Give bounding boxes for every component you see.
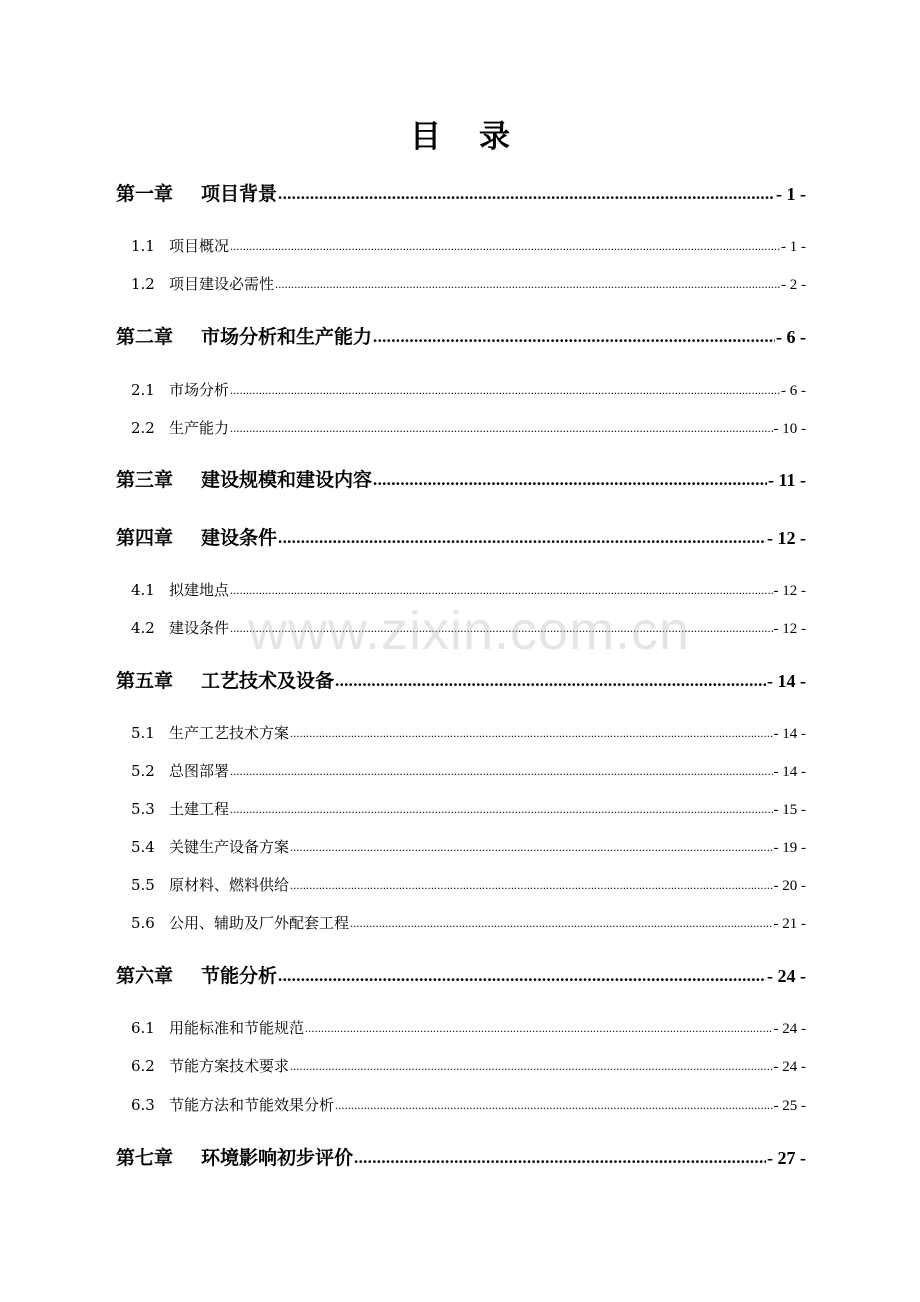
toc-section-number: 5.6 xyxy=(131,914,155,932)
toc-chapter-3[interactable] xyxy=(116,465,806,495)
toc-section-number: 2.2 xyxy=(131,419,155,437)
toc-dot-leader xyxy=(354,1143,766,1173)
toc-section-2-1[interactable] xyxy=(131,378,806,403)
toc-chapter-7[interactable] xyxy=(116,1143,806,1173)
toc-page-number: - 12 - xyxy=(773,621,806,637)
toc-chapter-number: 第一章 xyxy=(116,183,174,205)
toc-chapter-4[interactable] xyxy=(116,523,806,553)
toc-section-title: 生产工艺技术方案 xyxy=(169,724,290,742)
toc-section-number: 5.1 xyxy=(131,724,155,742)
toc-chapter-title: 节能分析 xyxy=(201,965,278,987)
toc-dot-leader xyxy=(230,759,772,783)
toc-section-1-2[interactable] xyxy=(131,272,806,297)
toc-section-title: 拟建地点 xyxy=(169,581,230,599)
toc-dot-leader xyxy=(290,1054,772,1078)
toc-section-number: 6.1 xyxy=(131,1019,155,1037)
toc-section-6-3[interactable] xyxy=(131,1093,806,1118)
toc-page-number: - 10 - xyxy=(773,421,806,437)
toc-dot-leader xyxy=(305,1016,772,1040)
toc-page-number: - 14 - xyxy=(773,726,806,742)
toc-page-number: - 21 - xyxy=(773,916,806,932)
toc-page-number: - 27 - xyxy=(767,1148,806,1168)
toc-chapter-5[interactable] xyxy=(116,666,806,696)
toc-dot-leader xyxy=(278,961,766,991)
toc-section-5-5[interactable] xyxy=(131,873,806,898)
toc-section-number: 5.2 xyxy=(131,762,155,780)
toc-dot-leader xyxy=(373,465,767,495)
toc-section-title: 用能标准和节能规范 xyxy=(169,1019,305,1037)
toc-page-number: - 11 - xyxy=(768,470,806,490)
toc-section-title: 项目概况 xyxy=(169,237,230,255)
toc-page-number: - 19 - xyxy=(773,840,806,856)
toc-chapter-number: 第三章 xyxy=(116,469,174,491)
toc-section-number: 2.1 xyxy=(131,381,155,399)
toc-page-number: - 1 - xyxy=(776,184,806,204)
toc-section-title: 项目建设必需性 xyxy=(169,275,275,293)
toc-dot-leader xyxy=(335,666,766,696)
toc-section-title: 原材料、燃料供给 xyxy=(169,876,290,894)
toc-section-5-2[interactable] xyxy=(131,759,806,784)
toc-section-4-1[interactable] xyxy=(131,578,806,603)
toc-page-number: - 24 - xyxy=(773,1021,806,1037)
toc-section-number: 6.2 xyxy=(131,1057,155,1075)
toc-page-number: - 12 - xyxy=(773,583,806,599)
toc-section-number: 1.1 xyxy=(131,237,155,255)
toc-dot-leader xyxy=(230,416,772,440)
toc-section-5-4[interactable] xyxy=(131,835,806,860)
toc-chapter-6[interactable] xyxy=(116,961,806,991)
toc-dot-leader xyxy=(230,378,780,402)
page-title: 目录 xyxy=(410,119,548,155)
toc-chapter-title: 工艺技术及设备 xyxy=(201,670,335,692)
toc-section-title: 公用、辅助及厂外配套工程 xyxy=(169,914,350,932)
toc-section-number: 4.2 xyxy=(131,619,155,637)
toc-section-title: 市场分析 xyxy=(169,381,230,399)
toc-dot-leader xyxy=(290,721,772,745)
toc-section-title: 生产能力 xyxy=(169,419,230,437)
toc-section-title: 关键生产设备方案 xyxy=(169,838,290,856)
toc-dot-leader xyxy=(230,578,772,602)
toc-dot-leader xyxy=(278,179,775,209)
toc-section-number: 4.1 xyxy=(131,581,155,599)
toc-chapter-number: 第四章 xyxy=(116,527,174,549)
toc-page-number: - 24 - xyxy=(773,1059,806,1075)
toc-section-title: 节能方法和节能效果分析 xyxy=(169,1096,335,1114)
toc-dot-leader xyxy=(335,1093,772,1117)
toc-page-number: - 25 - xyxy=(773,1098,806,1114)
toc-section-2-2[interactable] xyxy=(131,416,806,441)
toc-dot-leader xyxy=(290,873,772,897)
toc-section-5-3[interactable] xyxy=(131,797,806,822)
toc-chapter-title: 项目背景 xyxy=(201,183,278,205)
toc-chapter-title: 建设条件 xyxy=(201,527,278,549)
toc-dot-leader xyxy=(230,616,772,640)
toc-page-number: - 12 - xyxy=(767,528,806,548)
watermark: www.zixin.com.cn xyxy=(248,601,691,661)
toc-section-number: 5.5 xyxy=(131,876,155,894)
toc-dot-leader xyxy=(230,797,772,821)
toc-section-title: 土建工程 xyxy=(169,800,230,818)
toc-chapter-title: 建设规模和建设内容 xyxy=(201,469,373,491)
toc-section-number: 5.4 xyxy=(131,838,155,856)
toc-chapter-number: 第二章 xyxy=(116,326,174,348)
toc-page-number: - 2 - xyxy=(781,277,806,293)
toc-section-number: 6.3 xyxy=(131,1096,155,1114)
toc-section-1-1[interactable] xyxy=(131,234,806,259)
toc-section-6-1[interactable] xyxy=(131,1016,806,1041)
toc-section-number: 1.2 xyxy=(131,275,155,293)
toc-section-title: 总图部署 xyxy=(169,762,230,780)
toc-dot-leader xyxy=(275,272,780,296)
toc-page-number: - 14 - xyxy=(767,671,806,691)
toc-chapter-number: 第五章 xyxy=(116,670,174,692)
toc-section-title: 建设条件 xyxy=(169,619,230,637)
toc-chapter-number: 第六章 xyxy=(116,965,174,987)
toc-section-6-2[interactable] xyxy=(131,1054,806,1079)
toc-section-5-1[interactable] xyxy=(131,721,806,746)
toc-chapter-2[interactable] xyxy=(116,322,806,352)
toc-section-title: 节能方案技术要求 xyxy=(169,1057,290,1075)
toc-dot-leader xyxy=(350,911,772,935)
toc-page-number: - 20 - xyxy=(773,878,806,894)
toc-chapter-title: 市场分析和生产能力 xyxy=(201,326,373,348)
toc-page-number: - 24 - xyxy=(767,966,806,986)
toc-chapter-title: 环境影响初步评价 xyxy=(201,1147,354,1169)
toc-page-number: - 14 - xyxy=(773,764,806,780)
toc-dot-leader xyxy=(290,835,772,859)
toc-page-number: - 1 - xyxy=(781,239,806,255)
toc-section-number: 5.3 xyxy=(131,800,155,818)
toc-page-number: - 6 - xyxy=(781,383,806,399)
toc-chapter-number: 第七章 xyxy=(116,1147,174,1169)
toc-page-number: - 6 - xyxy=(776,327,806,347)
toc-section-5-6[interactable] xyxy=(131,911,806,936)
toc-dot-leader xyxy=(278,523,766,553)
toc-section-4-2[interactable] xyxy=(131,616,806,641)
toc-dot-leader xyxy=(230,234,780,258)
toc-page-number: - 15 - xyxy=(773,802,806,818)
toc-dot-leader xyxy=(373,322,775,352)
toc-chapter-1[interactable] xyxy=(116,179,806,209)
